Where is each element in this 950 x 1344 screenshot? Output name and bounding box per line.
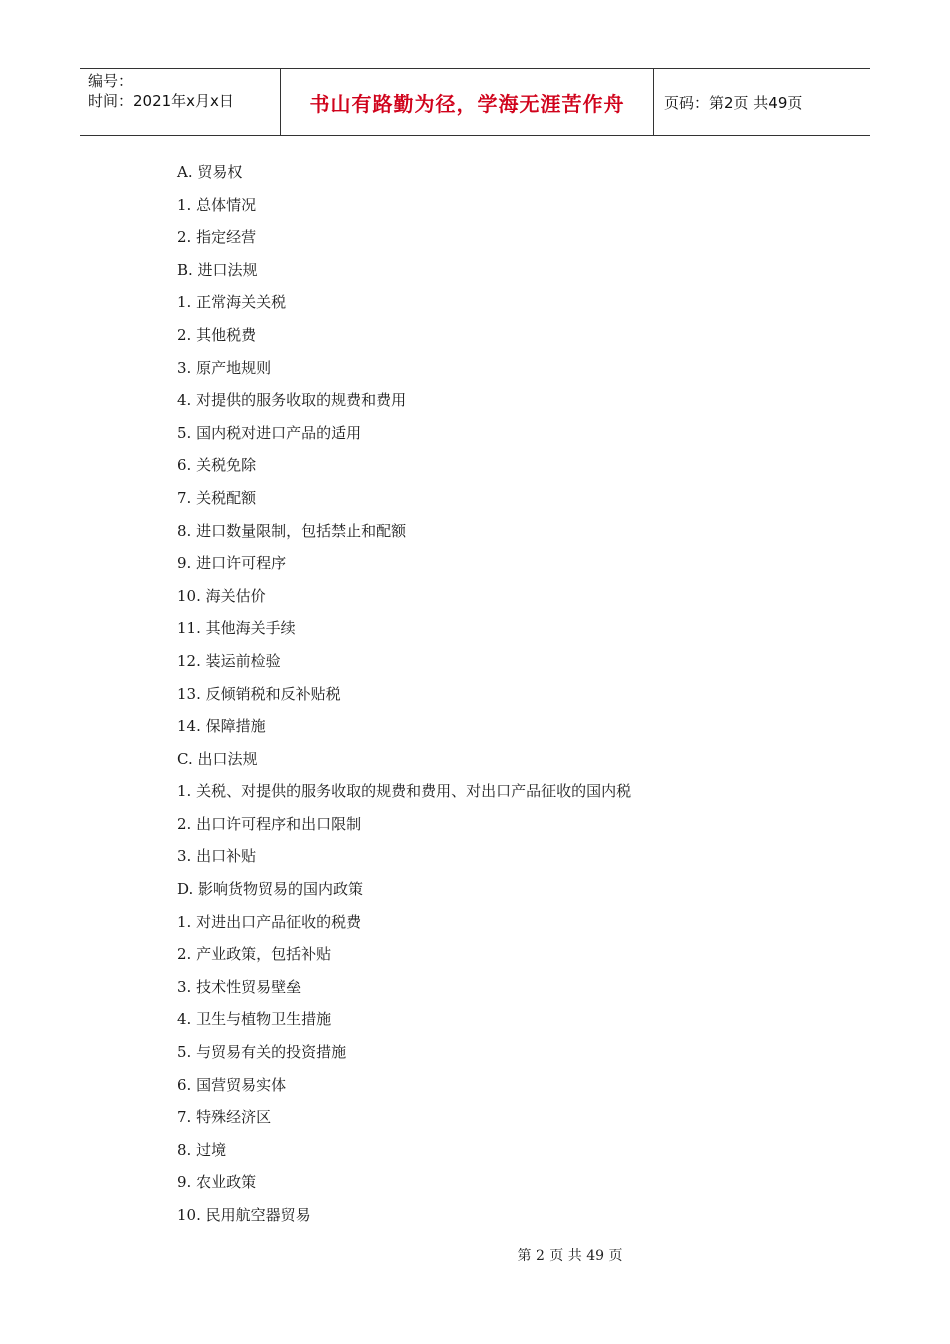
outline-item: 3. 原产地规则	[177, 358, 272, 377]
outline-item: 1. 关税、对提供的服务收取的规费和费用、对出口产品征收的国内税	[177, 782, 632, 801]
outline-item: 8. 进口数量限制，包括禁止和配额	[177, 521, 407, 540]
outline-item: 8. 过境	[177, 1140, 227, 1159]
outline-item: 3. 技术性贸易壁垒	[177, 977, 302, 996]
outline-item: 1. 总体情况	[177, 195, 257, 214]
outline-item: 9. 进口许可程序	[177, 554, 287, 573]
outline-item: A. 贸易权	[177, 163, 243, 181]
outline-item: B. 进口法规	[177, 260, 258, 279]
outline-item: 2. 其他税费	[177, 325, 257, 344]
document-time-label: 时间：2021年x月x日	[88, 92, 234, 110]
outline-item: 14. 保障措施	[177, 717, 266, 736]
outline-item: 1. 对进出口产品征收的税费	[177, 912, 362, 931]
outline-item: 2. 出口许可程序和出口限制	[177, 814, 362, 833]
page-header	[80, 68, 870, 136]
outline-item: 1. 正常海关关税	[177, 293, 287, 312]
outline-item: 7. 特殊经济区	[177, 1108, 272, 1127]
outline-item: 2. 指定经营	[177, 228, 257, 247]
outline-item: 11. 其他海关手续	[177, 619, 296, 638]
outline-item: 7. 关税配额	[177, 488, 257, 507]
outline-item: 6. 国营贸易实体	[177, 1075, 287, 1094]
outline-item: 6. 关税免除	[177, 456, 257, 475]
outline-item: 2. 产业政策，包括补贴	[177, 945, 332, 964]
outline-item: 4. 对提供的服务收取的规费和费用	[177, 391, 407, 410]
page-footer: 第 2 页 共 49 页	[517, 1248, 623, 1264]
outline-item: 10. 海关估价	[177, 586, 266, 605]
outline-item: C. 出口法规	[177, 749, 258, 768]
outline-item: 9. 农业政策	[177, 1173, 257, 1192]
outline-item: 4. 卫生与植物卫生措施	[177, 1010, 332, 1029]
outline-item: D. 影响货物贸易的国内政策	[177, 880, 364, 899]
header-motto: 书山有路勤为径，学海无涯苦作舟	[281, 69, 654, 135]
outline-item: 13. 反倾销税和反补贴税	[177, 684, 341, 703]
outline-item: 5. 与贸易有关的投资措施	[177, 1043, 347, 1062]
outline-item: 5. 国内税对进口产品的适用	[177, 423, 362, 442]
document-number-label: 编号：	[88, 72, 134, 90]
header-meta	[80, 69, 281, 135]
outline-item: 10. 民用航空器贸易	[177, 1206, 311, 1224]
outline-item: 12. 装运前检验	[177, 651, 281, 670]
document-outline	[177, 158, 631, 1234]
header-page-info: 页码：第2页 共49页	[664, 93, 803, 112]
outline-item: 3. 出口补贴	[177, 847, 257, 866]
